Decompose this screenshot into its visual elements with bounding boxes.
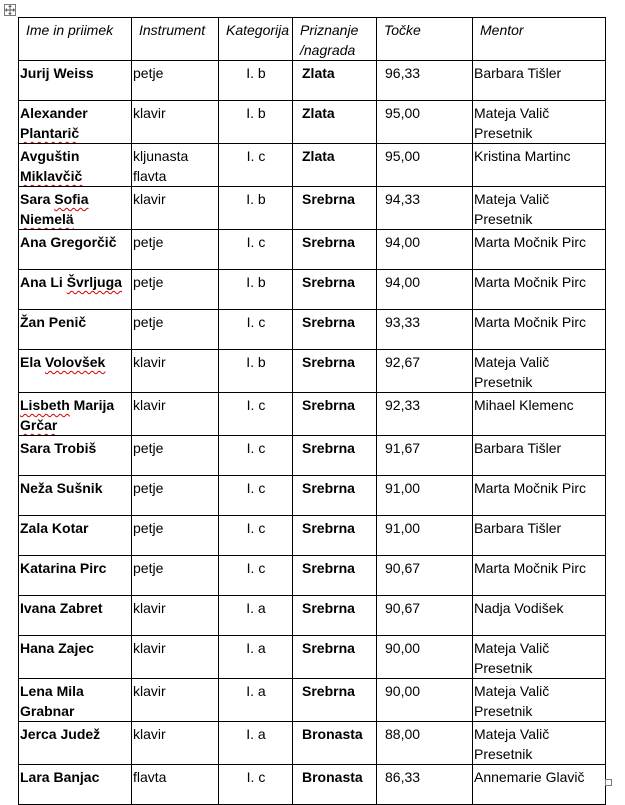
cell-category[interactable]: I. b (219, 101, 293, 144)
table-row (19, 516, 606, 556)
table-resize-handle[interactable] (605, 779, 612, 786)
cell-instrument[interactable]: flavta (132, 765, 219, 805)
cell-instrument[interactable]: petje (132, 556, 219, 596)
cell-mentor[interactable]: Mateja Valič Presetnik (473, 679, 606, 722)
cell-name[interactable]: Ivana Zabret (19, 596, 132, 636)
table-row (19, 61, 606, 101)
cell-points[interactable]: 94,33 (377, 187, 473, 230)
cell-instrument[interactable]: petje (132, 476, 219, 516)
cell-name[interactable]: Lena Mila Grabnar (19, 679, 132, 722)
cell-name[interactable]: Lara Banjac (19, 765, 132, 805)
cell-award[interactable]: Srebrna (293, 270, 377, 310)
cell-category[interactable]: I. c (219, 516, 293, 556)
cell-name[interactable]: Katarina Pirc (19, 556, 132, 596)
table-row (19, 144, 606, 187)
spellcheck-underline: Niemelä (20, 211, 74, 227)
table-row (19, 270, 606, 310)
cell-instrument[interactable]: kljunasta flavta (132, 144, 219, 187)
cell-instrument[interactable]: klavir (132, 722, 219, 765)
cell-points[interactable]: 91,00 (377, 516, 473, 556)
cell-points[interactable]: 86,33 (377, 765, 473, 805)
cell-name[interactable]: Ana Li Švrljuga (19, 270, 132, 310)
cell-instrument[interactable]: klavir (132, 101, 219, 144)
cell-award[interactable]: Bronasta (293, 765, 377, 805)
table-row (19, 101, 606, 144)
table-row (19, 679, 606, 722)
cell-name[interactable]: Jurij Weiss (19, 61, 132, 101)
cell-award[interactable]: Srebrna (293, 636, 377, 679)
cell-points[interactable]: 90,67 (377, 596, 473, 636)
cell-instrument[interactable]: petje (132, 230, 219, 270)
cell-mentor[interactable]: Annemarie Glavič (473, 765, 606, 805)
table-row (19, 436, 606, 476)
table-row (19, 476, 606, 516)
cell-points[interactable]: 90,00 (377, 679, 473, 722)
table-row (19, 765, 606, 805)
cell-award[interactable]: Srebrna (293, 230, 377, 270)
cell-award[interactable]: Srebrna (293, 679, 377, 722)
cell-points[interactable]: 92,67 (377, 350, 473, 393)
header-instrument[interactable]: Instrument (132, 18, 219, 61)
cell-points[interactable]: 94,00 (377, 230, 473, 270)
cell-category[interactable]: I. a (219, 679, 293, 722)
cell-category[interactable]: I. b (219, 61, 293, 101)
cell-instrument[interactable]: petje (132, 516, 219, 556)
table-row (19, 596, 606, 636)
cell-name[interactable]: Avguštin Miklavčič (19, 144, 132, 187)
cell-points[interactable]: 90,67 (377, 556, 473, 596)
cell-mentor[interactable]: Mateja Valič Presetnik (473, 722, 606, 765)
cell-mentor[interactable]: Marta Močnik Pirc (473, 230, 606, 270)
cell-instrument[interactable]: petje (132, 61, 219, 101)
table-row (19, 350, 606, 393)
spellcheck-underline: Miklavčič (20, 168, 83, 184)
cell-name[interactable]: Alexander Plantarič (19, 101, 132, 144)
cell-name[interactable]: Lisbeth Marija Grčar (19, 393, 132, 436)
cell-mentor[interactable]: Mateja Valič Presetnik (473, 187, 606, 230)
cell-mentor[interactable]: Barbara Tišler (473, 61, 606, 101)
cell-award[interactable]: Srebrna (293, 476, 377, 516)
cell-category[interactable]: I. c (219, 476, 293, 516)
cell-instrument[interactable]: klavir (132, 187, 219, 230)
spellcheck-underline: Plantarič (20, 125, 80, 141)
cell-mentor[interactable]: Barbara Tišler (473, 516, 606, 556)
cell-mentor[interactable]: Mihael Klemenc (473, 393, 606, 436)
cell-points[interactable]: 88,00 (377, 722, 473, 765)
cell-award[interactable]: Srebrna (293, 350, 377, 393)
cell-award[interactable]: Srebrna (293, 187, 377, 230)
cell-instrument[interactable]: klavir (132, 350, 219, 393)
cell-instrument[interactable]: klavir (132, 596, 219, 636)
cell-mentor[interactable]: Mateja Valič Presetnik (473, 101, 606, 144)
table-row (19, 393, 606, 436)
spellcheck-underline: Grčar (20, 417, 58, 433)
cell-category[interactable]: I. b (219, 350, 293, 393)
results-table (18, 17, 606, 805)
cell-instrument[interactable]: petje (132, 270, 219, 310)
cell-award[interactable]: Zlata (293, 61, 377, 101)
cell-category[interactable]: I. c (219, 765, 293, 805)
table-row (19, 556, 606, 596)
cell-award[interactable]: Bronasta (293, 722, 377, 765)
spellcheck-underline: Sofia (54, 191, 89, 207)
cell-category[interactable]: I. c (219, 556, 293, 596)
cell-award[interactable]: Srebrna (293, 393, 377, 436)
cell-name[interactable]: Sara Sofia Niemelä (19, 187, 132, 230)
cell-category[interactable]: I. c (219, 144, 293, 187)
cell-instrument[interactable]: petje (132, 310, 219, 350)
cell-name[interactable]: Ana Gregorčič (19, 230, 132, 270)
cell-name[interactable]: Zala Kotar (19, 516, 132, 556)
cell-points[interactable]: 91,67 (377, 436, 473, 476)
cell-award[interactable]: Zlata (293, 101, 377, 144)
cell-name[interactable]: Jerca Judež (19, 722, 132, 765)
table-row (19, 187, 606, 230)
cell-mentor[interactable]: Marta Močnik Pirc (473, 476, 606, 516)
cell-category[interactable]: I. a (219, 636, 293, 679)
cell-mentor[interactable]: Mateja Valič Presetnik (473, 350, 606, 393)
cell-name[interactable]: Žan Penič (19, 310, 132, 350)
cell-instrument[interactable]: klavir (132, 679, 219, 722)
cell-award[interactable]: Srebrna (293, 436, 377, 476)
cell-award[interactable]: Zlata (293, 144, 377, 187)
cell-category[interactable]: I. c (219, 393, 293, 436)
cell-award[interactable]: Srebrna (293, 310, 377, 350)
header-category[interactable]: Kategorija (219, 18, 293, 61)
cell-category[interactable]: I. b (219, 187, 293, 230)
header-points[interactable]: Točke (377, 18, 473, 61)
cell-category[interactable]: I. c (219, 310, 293, 350)
cell-category[interactable]: I. a (219, 596, 293, 636)
table-row (19, 310, 606, 350)
cell-instrument[interactable]: petje (132, 436, 219, 476)
cell-name[interactable]: Sara Trobiš (19, 436, 132, 476)
table-row (19, 722, 606, 765)
cell-category[interactable]: I. c (219, 230, 293, 270)
table-move-handle-icon[interactable] (4, 4, 16, 16)
cell-name[interactable]: Neža Sušnik (19, 476, 132, 516)
cell-category[interactable]: I. a (219, 722, 293, 765)
spellcheck-underline: Lisbeth (20, 397, 70, 413)
cell-points[interactable]: 93,33 (377, 310, 473, 350)
cell-mentor[interactable]: Marta Močnik Pirc (473, 556, 606, 596)
cell-mentor[interactable]: Mateja Valič Presetnik (473, 636, 606, 679)
header-mentor[interactable]: Mentor (473, 18, 606, 61)
table-row (19, 636, 606, 679)
spellcheck-underline: Volovšek (44, 354, 106, 370)
cell-name[interactable]: Hana Zajec (19, 636, 132, 679)
spellcheck-underline: Švrljuga (66, 274, 122, 290)
cell-mentor[interactable]: Nadja Vodišek (473, 596, 606, 636)
cell-points[interactable]: 96,33 (377, 61, 473, 101)
cell-instrument[interactable]: klavir (132, 393, 219, 436)
cell-category[interactable]: I. c (219, 436, 293, 476)
cell-points[interactable]: 94,00 (377, 270, 473, 310)
cell-award[interactable]: Srebrna (293, 516, 377, 556)
cell-mentor[interactable]: Marta Močnik Pirc (473, 310, 606, 350)
cell-mentor[interactable]: Marta Močnik Pirc (473, 270, 606, 310)
table-row (19, 230, 606, 270)
cell-instrument[interactable]: klavir (132, 636, 219, 679)
cell-points[interactable]: 90,00 (377, 636, 473, 679)
cell-points[interactable]: 91,00 (377, 476, 473, 516)
cell-points[interactable]: 95,00 (377, 101, 473, 144)
cell-points[interactable]: 95,00 (377, 144, 473, 187)
header-award[interactable]: Priznanje /nagrada (293, 18, 377, 61)
header-name[interactable]: Ime in priimek (19, 18, 132, 61)
cell-award[interactable]: Srebrna (293, 596, 377, 636)
table-header-row (19, 18, 606, 61)
cell-award[interactable]: Srebrna (293, 556, 377, 596)
cell-points[interactable]: 92,33 (377, 393, 473, 436)
cell-category[interactable]: I. b (219, 270, 293, 310)
cell-mentor[interactable]: Kristina Martinc (473, 144, 606, 187)
cell-mentor[interactable]: Barbara Tišler (473, 436, 606, 476)
cell-name[interactable]: Ela Volovšek (19, 350, 132, 393)
